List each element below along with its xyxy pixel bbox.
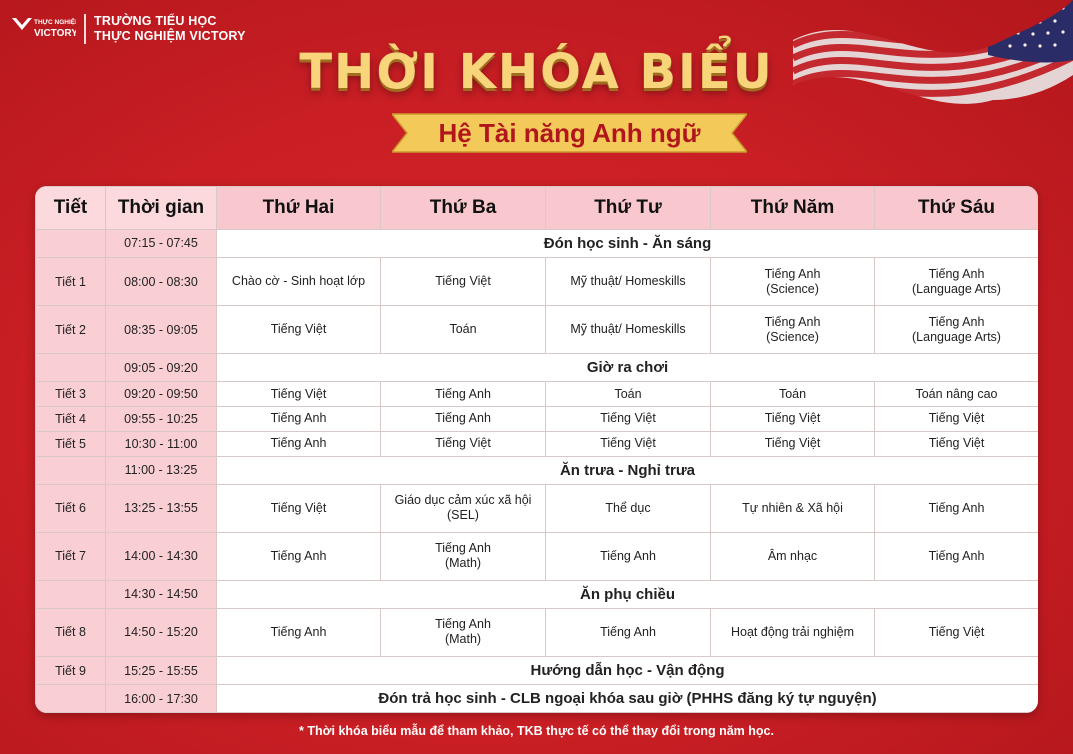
subject-cell: Chào cờ - Sinh hoạt lớp	[217, 257, 381, 305]
time-cell: 08:35 - 09:05	[106, 306, 217, 354]
subject-cell: Tiếng Việt	[546, 431, 711, 456]
table-row	[36, 532, 1039, 580]
subject-cell: Toán	[711, 382, 875, 407]
period-cell	[36, 354, 106, 382]
school-name	[94, 14, 246, 44]
table-row	[36, 456, 1039, 484]
subject-cell: Mỹ thuật/ Homeskills	[546, 306, 711, 354]
time-cell: 15:25 - 15:55	[106, 657, 217, 685]
table-row	[36, 484, 1039, 532]
period-cell	[36, 685, 106, 713]
logo-mark-line1: THỰC NGHIỆM	[34, 19, 76, 26]
time-cell: 14:00 - 14:30	[106, 532, 217, 580]
page-title: THỜI KHÓA BIỂU	[299, 44, 774, 100]
subject-cell: Tiếng Anh (Language Arts)	[875, 306, 1039, 354]
column-header: Thứ Hai	[217, 187, 381, 230]
table-row	[36, 580, 1039, 608]
period-cell: Tiết 7	[36, 532, 106, 580]
period-cell: Tiết 6	[36, 484, 106, 532]
school-name-line2: THỰC NGHIỆM VICTORY	[94, 29, 246, 43]
time-cell: 10:30 - 11:00	[106, 431, 217, 456]
subtitle: Hệ Tài năng Anh ngữ	[438, 117, 701, 148]
activity-cell: Hướng dẫn học - Vận động	[217, 657, 1039, 685]
subject-cell: Tiếng Việt	[875, 431, 1039, 456]
time-cell: 16:00 - 17:30	[106, 685, 217, 713]
column-header: Thứ Năm	[711, 187, 875, 230]
subtitle-banner	[392, 110, 747, 156]
time-cell: 13:25 - 13:55	[106, 484, 217, 532]
subject-cell: Tiếng Anh	[217, 532, 381, 580]
table-row	[36, 657, 1039, 685]
subject-cell: Giáo dục cảm xúc xã hội (SEL)	[381, 484, 546, 532]
subject-cell: Toán	[381, 306, 546, 354]
footnote: * Thời khóa biểu mẫu để tham khảo, TKB thực tế có thể thay đổi trong năm học.	[299, 724, 774, 738]
subject-cell: Toán nâng cao	[875, 382, 1039, 407]
subject-cell: Tiếng Anh	[381, 407, 546, 432]
subject-cell: Toán	[546, 382, 711, 407]
subject-cell: Tiếng Việt	[217, 382, 381, 407]
subject-cell: Tiếng Anh (Science)	[711, 257, 875, 305]
subject-cell: Tiếng Anh	[217, 608, 381, 656]
subject-cell: Tiếng Anh	[546, 532, 711, 580]
table-row	[36, 431, 1039, 456]
subject-cell: Tiếng Anh	[381, 382, 546, 407]
column-header: Thứ Tư	[546, 187, 711, 230]
table-row	[36, 685, 1039, 713]
period-cell: Tiết 4	[36, 407, 106, 432]
period-cell: Tiết 3	[36, 382, 106, 407]
time-cell: 09:05 - 09:20	[106, 354, 217, 382]
time-cell: 07:15 - 07:45	[106, 230, 217, 258]
activity-cell: Đón học sinh - Ăn sáng	[217, 230, 1039, 258]
subject-cell: Tự nhiên & Xã hội	[711, 484, 875, 532]
subject-cell: Tiếng Việt	[546, 407, 711, 432]
subject-cell: Tiếng Anh (Science)	[711, 306, 875, 354]
activity-cell: Ăn trưa - Nghỉ trưa	[217, 456, 1039, 484]
period-cell: Tiết 5	[36, 431, 106, 456]
activity-cell: Đón trả học sinh - CLB ngoại khóa sau giờ (PHHS đăng ký tự nguyện)	[217, 685, 1039, 713]
table-row	[36, 382, 1039, 407]
school-logo	[10, 14, 246, 44]
table-header-row	[36, 187, 1039, 230]
time-cell: 09:55 - 10:25	[106, 407, 217, 432]
subject-cell: Tiếng Việt	[217, 306, 381, 354]
subject-cell: Tiếng Anh	[875, 484, 1039, 532]
subject-cell: Tiếng Việt	[875, 608, 1039, 656]
time-cell: 14:30 - 14:50	[106, 580, 217, 608]
period-cell: Tiết 2	[36, 306, 106, 354]
period-cell: Tiết 1	[36, 257, 106, 305]
period-cell	[36, 580, 106, 608]
timetable	[35, 186, 1038, 713]
subject-cell: Tiếng Anh (Math)	[381, 532, 546, 580]
time-cell: 14:50 - 15:20	[106, 608, 217, 656]
table-row	[36, 257, 1039, 305]
period-cell	[36, 230, 106, 258]
period-cell: Tiết 9	[36, 657, 106, 685]
subject-cell: Tiếng Việt	[711, 407, 875, 432]
subject-cell: Tiếng Anh (Math)	[381, 608, 546, 656]
logo-divider	[84, 14, 86, 44]
subject-cell: Mỹ thuật/ Homeskills	[546, 257, 711, 305]
table-row	[36, 306, 1039, 354]
table-row	[36, 354, 1039, 382]
table-row	[36, 608, 1039, 656]
subject-cell: Tiếng Anh (Language Arts)	[875, 257, 1039, 305]
subject-cell: Tiếng Anh	[217, 431, 381, 456]
subject-cell: Tiếng Việt	[381, 431, 546, 456]
subject-cell: Tiếng Việt	[711, 431, 875, 456]
logo-mark-line2: VICTORY	[34, 28, 76, 39]
period-cell: Tiết 8	[36, 608, 106, 656]
subject-cell: Tiếng Việt	[875, 407, 1039, 432]
subject-cell: Tiếng Việt	[217, 484, 381, 532]
column-header: Thời gian	[106, 187, 217, 230]
subject-cell: Thể dục	[546, 484, 711, 532]
subject-cell: Tiếng Anh	[546, 608, 711, 656]
column-header: Thứ Ba	[381, 187, 546, 230]
subject-cell: Tiếng Việt	[381, 257, 546, 305]
time-cell: 09:20 - 09:50	[106, 382, 217, 407]
subject-cell: Âm nhạc	[711, 532, 875, 580]
school-name-line1: TRƯỜNG TIỂU HỌC	[94, 14, 217, 28]
column-header: Tiết	[36, 187, 106, 230]
subject-cell: Tiếng Anh	[217, 407, 381, 432]
period-cell	[36, 456, 106, 484]
subject-cell: Hoạt động trải nghiệm	[711, 608, 875, 656]
column-header: Thứ Sáu	[875, 187, 1039, 230]
activity-cell: Giờ ra chơi	[217, 354, 1039, 382]
activity-cell: Ăn phụ chiều	[217, 580, 1039, 608]
subject-cell: Tiếng Anh	[875, 532, 1039, 580]
table-row	[36, 230, 1039, 258]
time-cell: 11:00 - 13:25	[106, 456, 217, 484]
table-row	[36, 407, 1039, 432]
time-cell: 08:00 - 08:30	[106, 257, 217, 305]
victory-logo-icon	[10, 14, 76, 44]
